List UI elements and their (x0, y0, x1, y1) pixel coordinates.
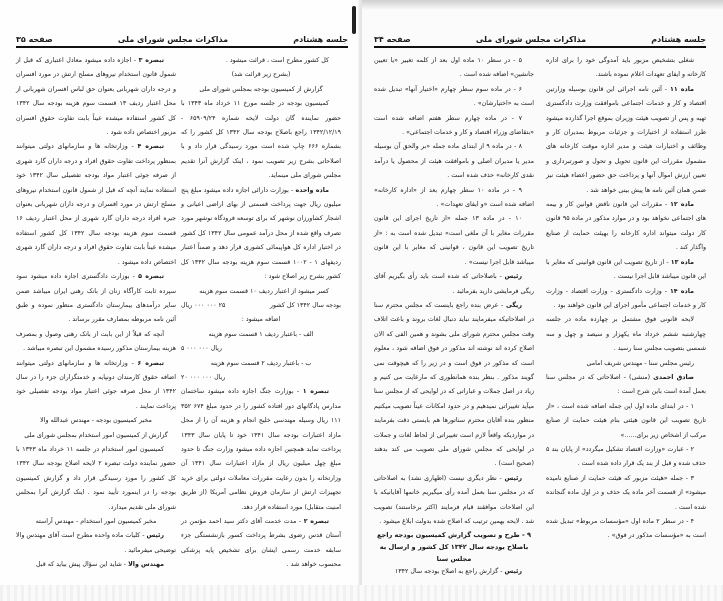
paragraph (374, 112, 534, 141)
left-page-header (16, 30, 348, 44)
paragraph-text: ۲۰ ۰۰۰ ۰۰۰ ریال (181, 373, 226, 381)
speaker-or-clause-label: رئیس (146, 532, 164, 540)
scan-bottom-edge (0, 585, 723, 601)
paragraph-text: - کلیات ماده واحده مطرح است آقای مهندس والا توضیحی میفرمائید . (16, 532, 176, 554)
centered-line (181, 357, 341, 371)
paragraph (546, 400, 706, 443)
centered-line (16, 429, 176, 443)
speaker-or-clause-label: ماده ۱۳ (670, 258, 695, 266)
paragraph-text: ۶ - در ماده سوم سطر چهارم «اختیار آنها» تبدیل شده است به «اختیارشان» . (374, 85, 534, 108)
paragraph-text: ۷ - در ماده چهارم سطر هفتم اضافه شده است «بتقاضای وزراء اقتصاد و کار و خدمات اجتماعی» . (374, 114, 534, 137)
paragraph (16, 529, 176, 558)
amount-value: ۲۵ ۰۰۰ ۰۰۰ ریال (181, 301, 226, 309)
paragraph (374, 299, 534, 472)
paragraph-text: - وزارتخانه ها و سازمانهای دولتی میتوانند اضافه حقوق کارمندان دونپایه و خدمتگزاران جزء را در سال ۱۳۴۲ از محل صرفه جوئی اعتبار مواد بودجه تفصیلی خود پرداخت نمایند . (16, 359, 176, 410)
paragraph-text: ۹ - طرح و تصویب گزارش کمیسیون بودجه راجع باصلاح بودجه سال ۱۳۴۲ کل کشور و ارسال به مجلس سنا (376, 531, 532, 564)
centered-line (16, 414, 176, 428)
paragraph (181, 515, 341, 573)
right-page-header (374, 30, 706, 44)
header-rule (374, 46, 706, 48)
paragraph-text: - بوزارت دارائی اجازه داده میشود مبلغ پنج میلیون ریال جهت پرداخت قسمتی از بهای اراضی اعیانی و اشجار کشاورزان نوشهر که برای توسعه فرودگاه نوشهر مورد تصرف واقع شده از محل درآمد عمومی سال ۱۳۴۲ کل کشور در اختیار اداره کل هواپیمائی کشوری قرار دهد و ضمناً اعتبار ردیفهای ۱ - ۱۰۰۲ قسمت سوم هزینه بودجه سال ۱۳۴۲ کل کشور بشرح زیر اصلاح شود : (181, 186, 342, 281)
paragraph (546, 357, 706, 371)
centered-line (16, 515, 176, 529)
paragraph-text: - وزارت دادگستری - وزارت اقتصاد - وزارت کار و خدمات اجتماعی مأمور اجرای این قانون خواهند بود . (546, 287, 706, 309)
paragraph (374, 54, 534, 83)
speaker-or-clause-label: رئیس (504, 568, 522, 576)
paragraph (181, 97, 341, 183)
paragraph (374, 565, 534, 579)
paragraph-text: - اجازه داده میشود معادل اعتباری که قبل از شمول قانون استخدام نیروهای مسلح ارتش در مورد افسران و درجه داران شهربانی بعنوان حق لباس افسران شهربانی از محل اعتبار ردیف ۱۳ قسمت سوم هزینه بودجه سال ۱۳۴۲ کل کشور استفاده میشده عیناً بابت تفاوت حقوق افسران مزبور اختصاص داده شود . (16, 57, 177, 137)
paragraph-text: لایحه قانونی فوق مشتمل بر چهارده ماده در جلسه چهارشنبه ششم خرداد ماه یکهزار و سیصد و چهل و سه شمسی بتصویب مجلس سنا رسید . (546, 316, 706, 353)
paragraph (546, 515, 706, 544)
text-column-right (546, 54, 706, 544)
paragraph-text: کمیسیون بودجه در جلسه مورخ ۱۱ خرداد ماه ۱۳۴۳ با حضور نماینده گان دولت لایحه شماره ۶۵۹۰۹/۲۴ - ۱۳۴۲/۱۲/۱۹ راجع باصلاح بودجه سال ۱۳۴۲ کل کشور را که بشماره ۶۶۶ چاپ شده است مورد رسیدگی قرار داد و با اصلاحاتی بشرح زیر تصویب نمود ، اینک گزارش آنرا تقدیم مجلس شورای ملی مینماید. (181, 100, 342, 180)
paragraph-text: - از تاریخ تصویب این قانون قوانینی که مغایر با این قانون میباشد قابل اجرا نیست . (546, 258, 706, 281)
paragraph (181, 385, 341, 515)
text-column-left (374, 54, 534, 580)
paragraph (374, 212, 534, 270)
speaker-or-clause-label: تبصره ۳ (138, 57, 164, 64)
speaker-or-clause-label: ماده ۱۲ (670, 201, 695, 209)
paragraph-text: ۴ - در سطر ۲ ماده اول «مؤسسات مربوط» تبدیل شده است به «مؤسسات مذکور در فوق» . (546, 518, 706, 540)
speaker-or-clause-label: صادق احمدی (653, 373, 694, 381)
paragraph (374, 270, 534, 299)
paragraph (181, 184, 341, 285)
centered-line (181, 68, 341, 82)
paragraph-text: - آئین نامه اجرائی این قانون بوسیله وزارتین اقتصاد و کار و خدمات اجتماعی باموافقت وزارت دادگستری تهیه و پس از تصویب هیئت وزیران بموقع اجرا گذارده میشود طرز استفاده از اختیارات و جزئیات مربوط بمدیران کار و وظائف و اختیارات هیئت و مدیر اداره موقت کارخانه های مشمول مقررات این قانون تحویل و تحول و صورتبرداری و تعیین ارزش اموال آنها و پرداخت حق حضور اعضاء هیئت نیز ضمن همان آئین نامه ها پیش بینی خواهد شد . (546, 85, 706, 194)
paragraph (374, 83, 534, 112)
text-column-left (16, 54, 176, 573)
paragraph-text: - شاید این سؤال پیش بیاید که قبل (36, 561, 129, 569)
paragraph (16, 328, 176, 357)
paragraph-text: ۸ - در ماده ۹ از ابتدای ماده جمله «بر والحق آن بوسیله مدیر یا مدیران اصلی و باموافقت هیئت از محصول یا درآمد نقدی کارخانه» حذف شده است . (374, 143, 534, 180)
paragraph (16, 270, 176, 328)
paragraph (181, 54, 341, 68)
paragraph-text: اضافه میشود : (241, 316, 281, 324)
paragraph (16, 357, 176, 415)
paragraph-text: - وزارتخانه ها و سازمانهای دولتی میتوانند بمنظور پرداخت تفاوت حقوق افراد و درجه داران گارد شهری از صرفه جوئی اعتبار مواد بودجه تفصیلی سال ۱۳۴۲ خود استفاده نمایند آنچه که قبل از شمول قانون استخدام نیروهای مسلح ارتش در مورد افسران و درجه داران شهربانی بعنوان جیره افراد درجه داران گارد شهری از محل اعتبار ردیف ۱۶ قسمت سوم هزینه بودجه سال ۱۳۴۲ کل کشور استفاده میشده عیناً بابت تفاوت حقوق افراد و درجه داران گارد شهری اختصاص داده میشود . (16, 143, 176, 266)
speaker-or-clause-label: رئیس (504, 273, 522, 281)
paragraph-text: مخبر کمیسیون بودجه - مهندس عبدالله والا (40, 417, 152, 425)
paragraph-text: کسر میشود از اعتبار ردیف ۱۰ قسمت سوم هزینه (199, 287, 329, 295)
agenda-heading (374, 529, 534, 565)
paragraph-text: (بشرح زیر قرائت شد) (231, 71, 291, 79)
speaker-or-clause-label: تبصره ۱ (302, 388, 330, 396)
speaker-or-clause-label: ماده ۱۱ (669, 85, 694, 93)
speaker-or-clause-label: تبصره ۶ (137, 359, 165, 367)
budget-amount (181, 342, 341, 356)
paragraph (546, 313, 706, 356)
paragraph-text: ۵ ۰۰۰ ۰۰۰ ریال (181, 345, 222, 353)
paragraph-text: - مقررات این قانون ناقض قوانین کار و بیمه های اجتماعی نخواهد بود و در موارد مذکور در ماده ۹۵ قانون کار دولت میتواند اداره کارخانه را بهیئت حمایت از صنایع واگذار کند . (546, 201, 706, 252)
paragraph (374, 472, 534, 530)
paragraph-text: - عرض بنده راجع باینست که مجلس محترم سنا در اصلاحاتیکه میفرمایند نباید دنبال لغات بروند و باعث اتلاف وقت مجلس محترم شورای ملی بشوند و همین الفی که الان اصلاح کرده اند نوشته اند مذکور در فوق اضافه شود ، معلوم است که مذکور در فوق است و در زیر را که هیچوقت نمی گویند مذکور . بنظر بنده همانطوری که مارعایت می کنیم و زیاد در اصل جملات و عباراتی که در لوایحی که از مجلس سنا میآید تغییراتی نمیدهیم و در حدود امکانات عیناً تصویب میکنیم منظور بنده آقایان محترم سناتورها هم بایستی دقت بفرمایند در مواردیکه واقعاً لازم است تغییراتی از لحاظ لغات و جملات در لوایحی که مجلس شورای ملی تصویب می کند بدهند (صحیح است) . (374, 301, 534, 468)
paragraph-text: رئیس مجلس سنا - مهندس شریف امامی (586, 359, 694, 367)
speaker-or-clause-label: تبصره ۵ (138, 273, 164, 281)
paragraph-text: ۹ - در ماده ۱۰ سطر چهارم بعد از «اداره کارخانه» اضافه شده است «و ایفای تعهدات» . (374, 186, 534, 209)
paragraph (374, 184, 534, 213)
paragraph (16, 443, 176, 515)
left-page (0, 0, 361, 601)
paragraph-text: ۱۰ - در ماده ۱۳ جمله «از تاریخ اجرای این قانون مقررات مغایر با آن ملغی است» تبدیل شده است به : «از تاریخ تصویب این قانون ، قوانینی که مغایر با این قانون میباشد قابل اجرا نیست» . (374, 215, 534, 266)
speaker-or-clause-label: ماده ۱۴ (669, 287, 694, 295)
paragraph (546, 285, 706, 314)
paragraph-text: - بوزارت دادگستری اجازه داده میشود سود سپرده ثابت کارآگاه زنان از بانک رهنی ایران میباشد ضمن سایر درآمدهای بیمارستان دادگستری منظور نموده و طبق آئین نامه مربوطه بمصارف مقرر برساند . (16, 273, 176, 324)
paragraph-text: ۲ - عبارت «وزارت اقتصاد تشکیل میگردد» از پایان بند ۵ حذف شده و قبل از بند یک قرار داده شده است . (546, 445, 706, 468)
budget-amount (181, 371, 341, 385)
paragraph-text: گزارش از کمیسیون بودجه بمجلس شورای ملی (199, 85, 323, 93)
paragraph-text: - نظر دیگری نیست (اظهاری نشد) به اصلاحاتی که در مجلس سنا بعمل آمده رأی میگیریم خانمها آقایانیکه با این اصلاحات موافقند قیام فرمایند (اکثر برخاستند) تصویب شد . لایحه بهمین ترتیب که اصلاح شده بدولت ابلاغ میشود . (374, 474, 534, 525)
centered-line (181, 313, 341, 327)
paragraph (546, 472, 706, 515)
paragraph (546, 443, 706, 472)
paragraph-text: - مدت خدمت آقای دکتر سید احمد مؤتمن در آستان قدس رضوی بشرط پرداخت کسور بازنشستگی جزء سابقه خدمت رسمی ایشان برای تشخیص پایه پزشکی محسوب خواهد شد . (181, 518, 341, 569)
scan-artifact (352, 6, 356, 34)
paragraph-text: - بوزارت جنگ اجازه داده میشود ساختمان مدارس پادگانهای دور افتاده کشور را در حدود مبلغ ۶۷۴ ۳۵۲ ۱۱۱ ریال وسیله مهندسی خلیج انجام و هزینه آن را از محل مازاد اعتبارات بودجه سال ۱۳۴۱ خود تا پایان سال ۱۳۴۳ پرداخت نماید همچنین اجازه داده میشود وزارت جنگ تا حدود مبلغ چهل میلیون ریال از مازاد اعتبارات سال ۱۳۴۱ آن وزارتخانه را بدون رعایت مقررات معاملات دولتی برای خرید تجهیزات ارتش از سازمان فروش نظامی آمریکا (از طریق امنیت متقابل) مورد استفاده قرار دهد. (181, 388, 341, 511)
paragraph-text: ۳ - جمله «هیئت مزبور که هیئت حمایت از صنایع نامیده میشود» از قسمت آخر ماده یک حذف و در اول ماده گنجانده شده است . (546, 474, 706, 511)
paragraph (546, 83, 706, 198)
running-title: مذاکرات مجلس شورای ملی (475, 35, 587, 44)
text-column-right (181, 54, 341, 573)
paragraph-text: ب - باعتبار ردیف ۲ قسمت سوم هزینه (210, 359, 312, 367)
paragraph (546, 198, 706, 256)
paragraph-text: - باصلاحاتی که شده است باید رأی بگیریم آقای ریگی فرمایشی دارید بفرمائید . (374, 273, 534, 295)
paragraph-text: (منشی) - اصلاحاتی که در مجلس سنا بعمل آمده است باین شرح است : (546, 373, 706, 396)
speaker-or-clause-label: تبصره ۴ (137, 143, 165, 151)
paragraph-text: مخبر کمیسیون امور استخدام - مهندس آراسته (35, 518, 157, 525)
paragraph (374, 140, 534, 183)
paragraph (546, 371, 706, 400)
centered-line (181, 83, 341, 97)
paragraph (546, 54, 706, 83)
paragraph-text: آنچه که قبلاً از این بابت از بانک رهنی وصول و بمصرف هزینه بیمارستان مذکور رسیده مشمول این تبصره میباشد . (16, 330, 176, 353)
paragraph-text: گزارش از کمیسیون امور استخدام بمجلس شورای ملی (24, 431, 168, 439)
paragraph-text: الف - باعتبار ردیف ۱ قسمت سوم هزینه (208, 330, 314, 338)
page-number: صفحه ۳۴ (374, 35, 411, 44)
header-rule (16, 46, 348, 48)
page-number: صفحه ۳۵ (16, 35, 53, 44)
speaker-or-clause-label: تبصره ۲ (303, 518, 330, 525)
session-label: جلسه هشتادم (293, 35, 348, 44)
running-title: مذاکرات مجلس شورای ملی (117, 35, 229, 44)
paragraph-text: ۱ - در ابتدای ماده اول این جمله اضافه شده است ، «از تاریخ تصویب این قانون هیئتی بنام هیئت حمایت از صنایع مرکب از اشخاص زیر برای......» (546, 402, 706, 439)
speaker-or-clause-label: رئیس (504, 474, 522, 482)
session-label: جلسه هشتادم (651, 35, 706, 44)
paragraph (16, 140, 176, 270)
paragraph-text: شغلی بتشخیص مزبور باید آمدوگی خود را برای اداره کارخانه و ایفای تعهدات اعلام نموده باشند. (546, 57, 706, 79)
paragraph-text: کل کشور مطرح است ، قرائت میشود . (225, 57, 329, 64)
budget-amount-row (181, 299, 341, 313)
paragraph (181, 285, 341, 299)
paragraph-text: کمیسیون امور استخدام در جلسه ۱۱ خرداد ماه ۱۳۴۳ با حضور نماینده دولت تبصره ۲ لایحه اصلاح بودجه سال ۱۳۴۲ کل کشور را مورد رسیدگی قرار داد و گزارش کمیسیون بودجه را در اینمورد تأیید نمود . اینک گزارش آنرا بمجلس شورای ملی تقدیم میدارد. (16, 445, 176, 511)
right-page (362, 0, 723, 601)
paragraph (16, 54, 176, 140)
speaker-or-clause-label: مهندس والا (128, 561, 164, 569)
paragraph-text: - گزارش راجع به اصلاح بودجه سال ۱۳۴۲ (394, 568, 505, 576)
speaker-or-clause-label: ریگی (505, 301, 522, 309)
amount-label: بودجه سال ۱۳۴۲ کل کشور (269, 301, 341, 309)
speaker-or-clause-label: ماده واحده (295, 186, 329, 194)
paragraph (546, 256, 706, 285)
paragraph-text: ۵ - در سطر ۱۰ ماده اول بعد از کلمه تغییر «یا تعیین جانشین» اضافه شده است . (374, 57, 534, 79)
scan-shadow (362, 0, 723, 10)
paragraph (16, 558, 176, 572)
centered-line (181, 328, 341, 342)
